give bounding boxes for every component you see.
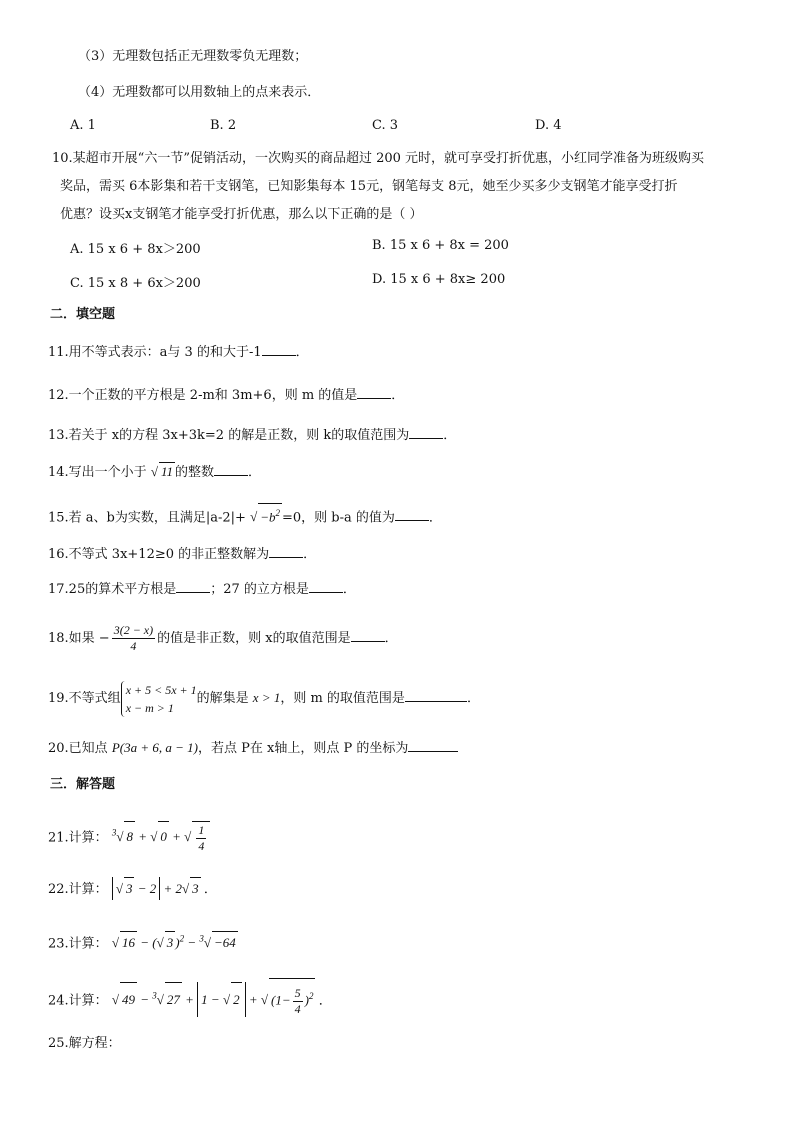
- q10-line-1: 10.某超市开展“六一节”促销活动，一次购买的商品超过 200 元时，就可享受打折优惠，小红同学准备为班级购买: [52, 151, 705, 166]
- q20-point: P(3a + 6, a − 1): [111, 740, 198, 755]
- q11-text: 11.用不等式表示：a与 3 的和大于-1: [48, 345, 262, 360]
- q14-radicand: 11: [160, 464, 174, 479]
- q24-end: ．: [318, 993, 332, 1009]
- q21: [48, 818, 754, 854]
- q14-sqrt: √ 11: [150, 464, 174, 479]
- q21-denominator: 4: [198, 838, 205, 853]
- answer-blank: [357, 386, 391, 399]
- q10-line-3: 优惠？设买x支钢笔才能享受打折优惠，那么以下正确的是（ ）: [60, 207, 423, 222]
- q19-inequality-system: [121, 681, 197, 717]
- answer-blank: [395, 508, 429, 521]
- q15-radicand: −b: [260, 509, 276, 525]
- q22-minus-term: − 2: [137, 881, 157, 896]
- answer-blank: [309, 580, 343, 593]
- answer-blank: [405, 689, 467, 702]
- q17-text-a: 17.25的算术平方根是: [48, 582, 177, 597]
- q23-label: 23.计算：: [48, 936, 108, 952]
- q12-text: 12.一个正数的平方根是 2-m和 3m+6，则 m 的值是: [48, 388, 358, 403]
- q19-text-mid: 的解集是: [196, 691, 249, 706]
- q18-numerator: 3(2 − x): [113, 623, 154, 637]
- q13: 13.若关于 x的方程 3x+3k=2 的解是正数，则 k的取值范围为 ．: [48, 428, 457, 443]
- q22: [48, 877, 754, 901]
- q24-expression: √ 49 − $^3$√ 27 + 1 − √ 2 + √ (1− $\frac{5}{4}$ )$^2$: [112, 992, 319, 1007]
- q10-choices-row2: [70, 272, 754, 290]
- q24-exponent: 2: [308, 991, 314, 1001]
- q15-text-pre: 15.若 a、b为实数，且满足|a-2|+: [48, 510, 246, 526]
- q9-choice-c: C. 3: [372, 118, 399, 133]
- q18-text-pre: 18.如果 −: [48, 631, 110, 646]
- q23-radicand-3: −64: [212, 931, 238, 954]
- q16-text: 16.不等式 3x+12≥0 的非正整数解为: [48, 547, 270, 562]
- q20-text-post: ，若点 P在 x轴上，则点 P 的坐标为: [197, 741, 409, 756]
- q24-denominator: 4: [294, 1001, 301, 1016]
- q19-text-pre: 19.不等式组: [48, 691, 121, 706]
- q21-cbrt-radicand: 8: [124, 821, 135, 852]
- q10-choice-c: C. 15 x 8 + 6x＞200: [70, 276, 201, 291]
- q22-label: 22.计算：: [48, 882, 108, 897]
- q18: 18.如果 − $\frac{3(2 - x)}{4}$ 的值是非正数，则 x的取值范围是 ．: [48, 623, 398, 653]
- q9-item-3: （3）无理数包括正无理数零负无理数；: [78, 49, 308, 64]
- section-answer-heading: 三．解答题: [50, 777, 116, 792]
- q18-fraction: [112, 623, 155, 654]
- q24: [48, 978, 754, 1018]
- q24-radicand-3: 2: [231, 982, 242, 1017]
- q21-label: 21.计算：: [48, 830, 108, 846]
- q19-inequality-1: x + 5 < 5x + 1: [125, 682, 197, 697]
- q14-text-post: 的整数: [175, 465, 215, 480]
- q22-expression: √ 3 − 2 + 2√ 3: [112, 881, 204, 896]
- q15-sqrt: √ $-b^2$: [250, 509, 282, 524]
- q24-numerator: 5: [294, 985, 301, 1000]
- q22-plus-term: + 2: [163, 881, 183, 896]
- q23-radicand-2: 3: [165, 931, 176, 954]
- q9-choices: [70, 118, 754, 136]
- q25: 25.解方程：: [48, 1036, 121, 1051]
- q15-text-post: =0，则 b-a 的值为: [282, 510, 395, 526]
- q17-text-b: ；27 的立方根是: [210, 582, 309, 597]
- q18-text-post: 的值是非正数，则 x的取值范围是: [157, 631, 351, 646]
- q19-inequality-2: x − m > 1: [125, 700, 174, 715]
- q14: 14.写出一个小于 √ 11 的整数 ．: [48, 464, 262, 480]
- q23-radicand-1: 16: [120, 931, 137, 954]
- answer-blank: [408, 739, 458, 752]
- q9-item-4: （4）无理数都可以用数轴上的点来表示．: [78, 85, 321, 100]
- q9-choice-b: B. 2: [210, 118, 237, 133]
- q23-expression: √ 16 − (√ 3 )$^2$ − $^3$√ −64: [112, 935, 238, 950]
- answer-blank: [262, 343, 296, 356]
- q10-choice-b: B. 15 x 6 + 8x = 200: [372, 238, 509, 253]
- q22-radicand-2: 3: [190, 877, 201, 900]
- q10-line-2: 奖品，需买 6本影集和若干支钢笔，已知影集每本 15元，钢笔每支 8元，她至少买多少支钢笔才能享受打折: [60, 179, 678, 194]
- q10-choice-d: D. 15 x 6 + 8x≥ 200: [372, 272, 506, 287]
- q13-text: 13.若关于 x的方程 3x+3k=2 的解是正数，则 k的取值范围为: [48, 428, 410, 443]
- q9-choice-a: A. 1: [70, 118, 96, 133]
- q19-solution: x > 1: [252, 690, 281, 705]
- q24-radicand-1: 49: [120, 982, 137, 1017]
- q22-radicand: 3: [124, 877, 135, 900]
- q22-end: ．: [203, 882, 217, 897]
- q11: 11.用不等式表示：a与 3 的和大于-1 ．: [48, 345, 309, 360]
- answer-blank: [351, 629, 385, 642]
- q23: [48, 928, 754, 955]
- q10-choice-a: A. 15 x 6 + 8x＞200: [70, 242, 201, 257]
- q17: 17.25的算术平方根是 ；27 的立方根是 ．: [48, 582, 356, 597]
- q12: 12.一个正数的平方根是 2-m和 3m+6，则 m 的值是 ．: [48, 388, 405, 403]
- q23-exponent: 2: [179, 934, 185, 944]
- q15: 15.若 a、b为实数，且满足|a-2|+ √ $-b^2 =0$，则 b-a 的值为 ．: [48, 503, 754, 527]
- section-fill-in-heading: 二．填空题: [50, 307, 116, 322]
- q21-numerator: 1: [198, 822, 205, 837]
- q19: 19.不等式组 x + 5 < 5x + 1 x − m > 1 的解集是 x > 1，则 m 的取值范围是 ．: [48, 682, 480, 715]
- q14-text-pre: 14.写出一个小于: [48, 465, 147, 480]
- q20-text-pre: 20.已知点: [48, 741, 108, 756]
- q21-sqrt-radicand: 0: [158, 821, 169, 852]
- q10-choices-row1: [70, 238, 754, 256]
- q24-label: 24.计算：: [48, 993, 108, 1009]
- answer-blank: [176, 580, 210, 593]
- q24-radicand-2: 27: [165, 982, 182, 1017]
- q16: 16.不等式 3x+12≥0 的非正整数解为 ．: [48, 547, 317, 562]
- answer-blank: [269, 545, 303, 558]
- answer-blank: [409, 426, 443, 439]
- q20: [48, 739, 754, 758]
- q19-text-post: ，则 m 的取值范围是: [280, 691, 405, 706]
- answer-blank: [214, 463, 248, 476]
- q18-denominator: 4: [130, 639, 137, 653]
- q21-expression: $^3$√ 8 + √ 0 + √ $\frac{1}{4}$: [112, 829, 210, 844]
- q15-exponent: 2: [275, 508, 281, 518]
- q9-choice-d: D. 4: [535, 118, 562, 133]
